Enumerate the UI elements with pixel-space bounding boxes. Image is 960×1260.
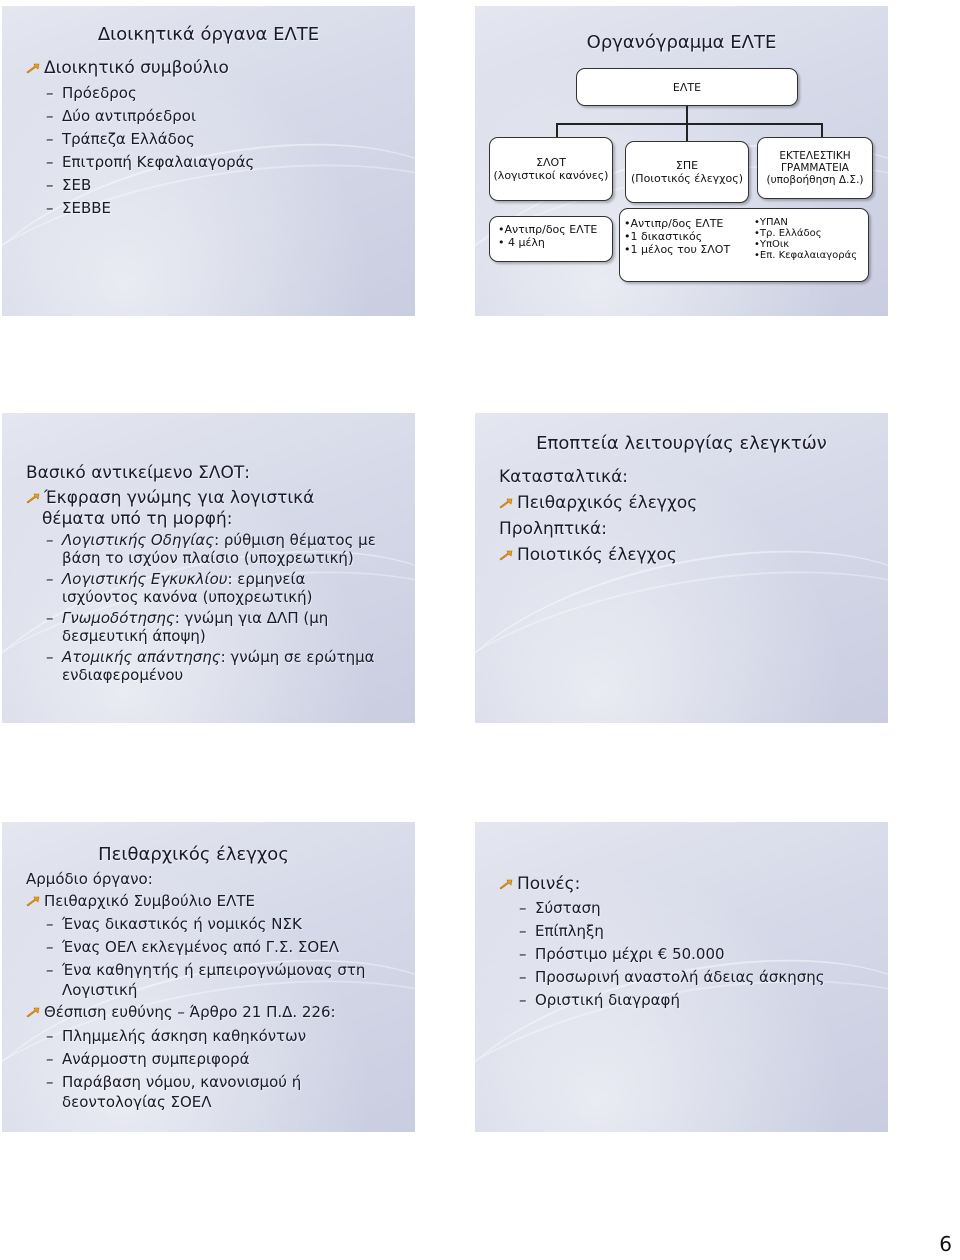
list-item-cont: ενδιαφερομένου xyxy=(62,666,184,684)
list-item: – Λογιστικής Εγκυκλίου: ερμηνεία xyxy=(46,570,306,588)
slide-heading: Ποινές: xyxy=(499,874,580,894)
list-heading: Κατασταλτικά: xyxy=(499,467,629,487)
list-item: Πειθαρχικό Συμβούλιο ΕΛΤΕ xyxy=(26,892,255,910)
list-item: – Ατομικής απάντησης: γνώμη σε ερώτημα xyxy=(46,648,375,666)
slide-admin-bodies xyxy=(2,6,415,316)
list-item: – Πρόεδρος xyxy=(46,84,137,102)
arrow-bullet-icon xyxy=(26,493,40,504)
list-item: – Ένας δικαστικός ή νομικός ΝΣΚ xyxy=(46,915,302,933)
list-item: – Ένα καθηγητής ή εμπειρογνώμονας στη xyxy=(46,961,366,979)
list-item: – Γνωμοδότησης: γνώμη για ΔΛΠ (μη xyxy=(46,609,329,627)
list-heading: Αρμόδιο όργανο: xyxy=(26,870,153,888)
slide-heading: Διοικητικό συμβούλιο xyxy=(26,58,229,78)
list-item: – Παράβαση νόμου, κανονισμού ή xyxy=(46,1073,302,1091)
list-item: Πειθαρχικός έλεγχος xyxy=(499,493,697,513)
slide-slot-object xyxy=(2,413,415,723)
page-number: 6 xyxy=(939,1232,952,1256)
arrow-bullet-icon xyxy=(26,63,40,74)
list-item: Έκφραση γνώμης για λογιστικά xyxy=(26,488,314,508)
list-item: – Πλημμελής άσκηση καθηκόντων xyxy=(46,1027,307,1045)
list-item: – Πρόστιμο μέχρι € 50.000 xyxy=(519,945,725,963)
arrow-bullet-icon xyxy=(499,879,513,890)
list-item: – Προσωρινή αναστολή άδειας άσκησης xyxy=(519,968,825,986)
list-item: – Ένας ΟΕΛ εκλεγμένος από Γ.Σ. ΣΟΕΛ xyxy=(46,938,339,956)
org-box-slot-members: •Αντιπρ/δος ΕΛΤΕ • 4 μέλη xyxy=(489,216,613,262)
org-box-slot: ΣΛΟΤ (λογιστικοί κανόνες) xyxy=(489,137,613,201)
slide-heading: Βασικό αντικείμενο ΣΛΟΤ: xyxy=(26,463,251,483)
list-item: – Επιτροπή Κεφαλαιαγοράς xyxy=(46,153,255,171)
arrow-bullet-icon xyxy=(26,896,40,907)
arrow-bullet-icon xyxy=(499,498,513,509)
list-item: Θέσπιση ευθύνης – Άρθρο 21 Π.Δ. 226: xyxy=(26,1003,336,1021)
slide-title: Εποπτεία λειτουργίας ελεγκτών xyxy=(536,433,827,454)
list-item-cont: Λογιστική xyxy=(62,981,138,999)
org-box-spe: ΣΠΕ (Ποιοτικός έλεγχος) xyxy=(625,141,749,203)
list-item: – Δύο αντιπρόεδροι xyxy=(46,107,197,125)
slide-penalties xyxy=(475,822,888,1132)
list-item: – ΣΕΒΒΕ xyxy=(46,199,112,217)
org-box-elte: ΕΛΤΕ xyxy=(576,68,798,106)
slide-title: Διοικητικά όργανα ΕΛΤΕ xyxy=(97,24,320,45)
slide-title: Οργανόγραμμα ΕΛΤΕ xyxy=(586,32,777,53)
list-item-cont: δεοντολογίας ΣΟΕΛ xyxy=(62,1093,212,1111)
arrow-bullet-icon xyxy=(26,1007,40,1018)
org-box-executive-secretariat: ΕΚΤΕΛΕΣΤΙΚΗ ΓΡΑΜΜΑΤΕΙΑ (υποβοήθηση Δ.Σ.) xyxy=(757,137,873,199)
slide-disciplinary-control xyxy=(2,822,415,1132)
list-item: – Σύσταση xyxy=(519,899,601,917)
list-item-cont: δεσμευτική άποψη) xyxy=(62,627,206,645)
slide-org-chart xyxy=(475,6,888,316)
slide-title: Πειθαρχικός έλεγχος xyxy=(98,844,289,865)
list-item: – Ανάρμοστη συμπεριφορά xyxy=(46,1050,250,1068)
list-item: Ποιοτικός έλεγχος xyxy=(499,545,677,565)
list-item: – Τράπεζα Ελλάδος xyxy=(46,130,195,148)
list-item-cont: θέματα υπό τη μορφή: xyxy=(42,509,233,529)
list-item-cont: ισχύοντος κανόνα (υποχρεωτική) xyxy=(62,588,313,606)
list-item: – Οριστική διαγραφή xyxy=(519,991,680,1009)
org-box-spe-members: •Αντιπρ/δος ΕΛΤΕ •1 δικαστικός •1 μέλος του ΣΛΟΤ •ΥΠΑΝ •Τρ. Ελλάδος •ΥπΟικ •Επ. Κεφαλαιαγοράς xyxy=(619,208,869,282)
list-item-cont: βάση το ισχύον πλαίσιο (υποχρεωτική) xyxy=(62,549,354,567)
list-heading: Προληπτικά: xyxy=(499,519,607,539)
slide-auditor-supervision xyxy=(475,413,888,723)
list-item: – Επίπληξη xyxy=(519,922,604,940)
arrow-bullet-icon xyxy=(499,550,513,561)
list-item: – Λογιστικής Οδηγίας: ρύθμιση θέματος με xyxy=(46,531,376,549)
list-item: – ΣΕΒ xyxy=(46,176,92,194)
